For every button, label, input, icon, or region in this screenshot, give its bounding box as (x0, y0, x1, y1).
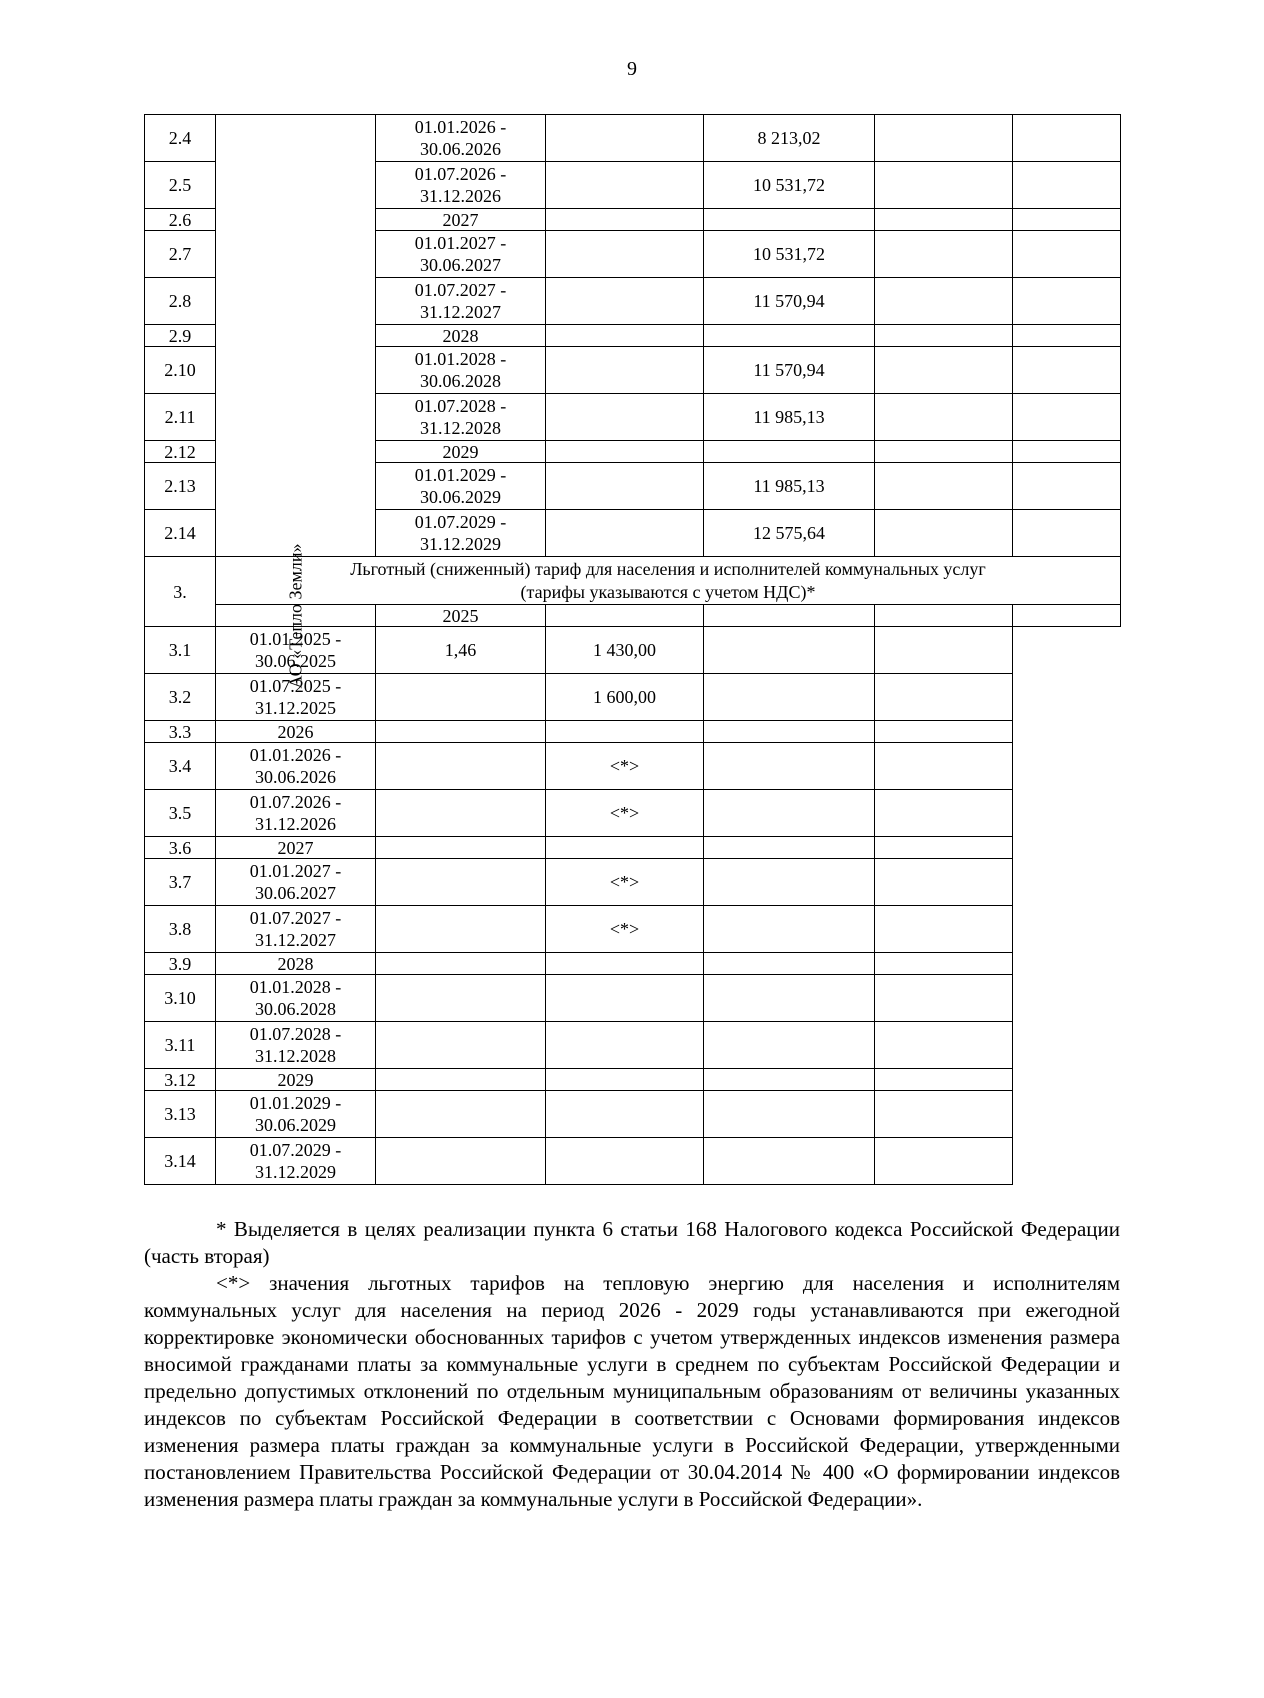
section-3-title-line2: (тарифы указываются с учетом НДС)* (520, 581, 816, 602)
rate-cell-1 (546, 510, 704, 557)
period-cell (216, 859, 376, 906)
rate-cell-2: 11 985,13 (704, 463, 875, 510)
row-number: 3.2 (145, 674, 216, 721)
empty-cell (1013, 325, 1121, 347)
year-cell: 2029 (216, 1069, 376, 1091)
rate-cell-1 (376, 721, 546, 743)
rate-cell-2: 11 570,94 (704, 347, 875, 394)
empty-cell (1013, 394, 1121, 441)
empty-cell (875, 1069, 1013, 1091)
empty-cell (1013, 115, 1121, 162)
table-part-2 (145, 115, 1121, 557)
period-cell (376, 278, 546, 325)
period-start: 01.01.2029 - (249, 1093, 342, 1113)
organization-name: АО «Тепло Земли» (285, 542, 306, 689)
row-number: 3.6 (145, 837, 216, 859)
rate-cell-2 (546, 975, 704, 1022)
row-number: 3.1 (145, 627, 216, 674)
period-cell (216, 1022, 376, 1069)
rate-cell-1 (376, 859, 546, 906)
row-number: 2.7 (145, 231, 216, 278)
empty-cell (875, 1022, 1013, 1069)
empty-cell (875, 605, 1013, 627)
empty-cell (875, 627, 1013, 674)
period-start: 01.01.2027 - (414, 233, 507, 253)
rate-cell-2: 10 531,72 (704, 231, 875, 278)
empty-cell (875, 975, 1013, 1022)
empty-cell (704, 790, 875, 837)
row-number: 2.11 (145, 394, 216, 441)
period-cell (376, 510, 546, 557)
rate-cell-1 (546, 463, 704, 510)
rate-cell-2: 8 213,02 (704, 115, 875, 162)
period-cell (216, 975, 376, 1022)
empty-cell (875, 209, 1013, 231)
row-number: 2.10 (145, 347, 216, 394)
rate-cell-2: 12 575,64 (704, 510, 875, 557)
rate-cell-1 (546, 394, 704, 441)
row-number: 3.5 (145, 790, 216, 837)
table-row (145, 1069, 1121, 1091)
table-row (145, 1091, 1121, 1138)
period-start: 01.07.2026 - (414, 164, 507, 184)
rate-cell-2: 11 985,13 (704, 394, 875, 441)
period-start: 01.01.2028 - (414, 349, 507, 369)
empty-cell (704, 1069, 875, 1091)
empty-cell (1013, 278, 1121, 325)
period-end: 31.12.2028 (255, 1046, 336, 1066)
period-start: 01.07.2029 - (414, 512, 507, 532)
period-end: 30.06.2027 (255, 883, 336, 903)
rate-cell-2: 1 600,00 (546, 674, 704, 721)
rate-cell-1 (376, 1091, 546, 1138)
rate-cell-2 (546, 1138, 704, 1185)
period-start: 01.01.2025 - (249, 629, 342, 649)
empty-cell (875, 859, 1013, 906)
empty-cell (1013, 209, 1121, 231)
empty-cell (704, 1091, 875, 1138)
empty-cell (875, 325, 1013, 347)
rate-cell-2: <*> (546, 859, 704, 906)
row-number: 2.14 (145, 510, 216, 557)
period-cell (216, 743, 376, 790)
year-cell: 2028 (216, 953, 376, 975)
rate-cell-1 (376, 674, 546, 721)
row-number: 2.13 (145, 463, 216, 510)
period-cell (376, 115, 546, 162)
period-start: 01.07.2025 - (249, 676, 342, 696)
year-cell: 2026 (216, 721, 376, 743)
table-row (145, 1138, 1121, 1185)
period-cell (216, 906, 376, 953)
rate-cell-2 (546, 837, 704, 859)
empty-cell (875, 278, 1013, 325)
row-number: 2.4 (145, 115, 216, 162)
table-row (145, 721, 1121, 743)
period-end: 30.06.2029 (255, 1115, 336, 1135)
rate-cell-2 (704, 209, 875, 231)
period-start: 01.07.2026 - (249, 792, 342, 812)
rate-cell-1 (376, 953, 546, 975)
empty-cell (875, 906, 1013, 953)
period-start: 01.07.2027 - (414, 280, 507, 300)
rate-cell-2 (546, 1069, 704, 1091)
year-cell: 2027 (216, 837, 376, 859)
empty-cell (1013, 162, 1121, 209)
rate-cell-1 (546, 441, 704, 463)
year-cell: 2025 (376, 605, 546, 627)
row-number: 3.8 (145, 906, 216, 953)
empty-cell (875, 162, 1013, 209)
empty-cell (875, 463, 1013, 510)
period-start: 01.07.2028 - (414, 396, 507, 416)
rate-cell-1 (546, 209, 704, 231)
period-start: 01.01.2029 - (414, 465, 507, 485)
period-end: 31.12.2027 (255, 930, 336, 950)
rate-cell-1 (376, 1022, 546, 1069)
rate-cell-1 (546, 347, 704, 394)
rate-cell-2: 11 570,94 (704, 278, 875, 325)
empty-cell (1013, 463, 1121, 510)
rate-cell-1 (376, 975, 546, 1022)
year-cell: 2028 (376, 325, 546, 347)
table-row (145, 115, 1121, 162)
period-cell (376, 162, 546, 209)
table-row (145, 859, 1121, 906)
row-number: 3.13 (145, 1091, 216, 1138)
period-cell (216, 1091, 376, 1138)
period-end: 30.06.2026 (420, 139, 501, 159)
empty-cell (875, 1138, 1013, 1185)
empty-cell (704, 721, 875, 743)
empty-cell (875, 115, 1013, 162)
rate-cell-1 (546, 231, 704, 278)
period-end: 31.12.2026 (420, 186, 501, 206)
period-start: 01.07.2027 - (249, 908, 342, 928)
rate-cell-2: <*> (546, 743, 704, 790)
empty-cell (704, 627, 875, 674)
rate-cell-1 (546, 162, 704, 209)
rate-cell-2 (546, 953, 704, 975)
rate-cell-2 (704, 325, 875, 347)
empty-cell (704, 906, 875, 953)
period-cell (376, 394, 546, 441)
rate-cell-1 (376, 743, 546, 790)
row-number: 3.11 (145, 1022, 216, 1069)
empty-cell (704, 1138, 875, 1185)
empty-cell (875, 790, 1013, 837)
empty-cell (875, 347, 1013, 394)
table-part-3 (145, 627, 1121, 1185)
table-row (145, 790, 1121, 837)
rate-cell-2 (704, 441, 875, 463)
row-number: 3.3 (145, 721, 216, 743)
rate-cell-1 (546, 278, 704, 325)
period-end: 30.06.2028 (420, 371, 501, 391)
rate-cell-1 (546, 115, 704, 162)
table-row (145, 1022, 1121, 1069)
empty-cell (704, 975, 875, 1022)
empty-cell (704, 743, 875, 790)
empty-cell (875, 394, 1013, 441)
rate-cell-2 (546, 721, 704, 743)
period-end: 30.06.2025 (255, 651, 336, 671)
period-end: 31.12.2025 (255, 698, 336, 718)
period-cell (376, 463, 546, 510)
period-cell (216, 790, 376, 837)
period-start: 01.01.2026 - (414, 117, 507, 137)
empty-cell (1013, 605, 1121, 627)
footnote-star: * Выделяется в целях реализации пункта 6 статьи 168 Налогового кодекса Российской Федерации (часть вторая) (144, 1217, 1120, 1268)
rate-cell-2: 1 430,00 (546, 627, 704, 674)
empty-cell (704, 674, 875, 721)
period-end: 30.06.2027 (420, 255, 501, 275)
rate-cell-2: 10 531,72 (704, 162, 875, 209)
rate-cell-2: <*> (546, 906, 704, 953)
empty-cell (704, 837, 875, 859)
period-end: 31.12.2027 (420, 302, 501, 322)
period-end: 31.12.2026 (255, 814, 336, 834)
table-row (145, 975, 1121, 1022)
period-end: 31.12.2029 (255, 1162, 336, 1182)
rate-cell-1 (546, 325, 704, 347)
period-start: 01.07.2028 - (249, 1024, 342, 1044)
row-number: 3.14 (145, 1138, 216, 1185)
period-start: 01.07.2029 - (249, 1140, 342, 1160)
period-cell (376, 347, 546, 394)
table-row (145, 743, 1121, 790)
rate-cell-1 (376, 906, 546, 953)
rate-cell-1 (376, 1069, 546, 1091)
row-number: 2.6 (145, 209, 216, 231)
footnote-angle: <*> значения льготных тарифов на тепловую энергию для населения и исполнителям коммунальных услуг для населения на период 2026 - 2029 годы устанавливаются при ежегодной корректировке экономически обоснованных тарифов с учетом утвержденных индексов изменения размера вносимой гражданами платы за коммунальные услуги в среднем по субъектам Российской Федерации и предельно допустимых отклонений по отдельным муниципальным образованиям от величины указанных индексов по субъектам Российской Федерации в соответствии с Основами формирования индексов изменения размера платы граждан за коммунальные услуги в Российской Федерации, утвержденными постановлением Правительства Российской Федерации от 30.04.2014 № 400 «О формировании индексов изменения размера платы граждан за коммунальные услуги в Российской Федерации». (144, 1271, 1120, 1511)
empty-cell (704, 605, 875, 627)
table-row (145, 953, 1121, 975)
empty-cell (546, 605, 704, 627)
empty-cell (704, 1022, 875, 1069)
page-number: 9 (627, 58, 637, 80)
section-3-title (216, 557, 1121, 605)
empty-cell (1013, 231, 1121, 278)
row-number: 3.12 (145, 1069, 216, 1091)
table-row (145, 837, 1121, 859)
row-number: 2.5 (145, 162, 216, 209)
tariff-table (144, 114, 1121, 1185)
row-number: 2.12 (145, 441, 216, 463)
period-end: 31.12.2028 (420, 418, 501, 438)
year-cell: 2029 (376, 441, 546, 463)
period-start: 01.01.2027 - (249, 861, 342, 881)
rate-cell-1 (376, 837, 546, 859)
year-cell: 2027 (376, 209, 546, 231)
empty-cell (875, 231, 1013, 278)
period-end: 30.06.2029 (420, 487, 501, 507)
empty-cell (875, 721, 1013, 743)
empty-cell (1013, 347, 1121, 394)
rate-cell-1: 1,46 (376, 627, 546, 674)
empty-cell (1013, 441, 1121, 463)
empty-cell (704, 953, 875, 975)
row-number: 3.9 (145, 953, 216, 975)
empty-cell (704, 859, 875, 906)
period-end: 31.12.2029 (420, 534, 501, 554)
empty-cell (1013, 510, 1121, 557)
section-3-title-line1: Льготный (сниженный) тариф для населения и исполнителей коммунальных услуг (350, 558, 986, 579)
rate-cell-2 (546, 1091, 704, 1138)
rate-cell-2 (546, 1022, 704, 1069)
table-row (145, 906, 1121, 953)
rate-cell-1 (376, 1138, 546, 1185)
rate-cell-2: <*> (546, 790, 704, 837)
empty-cell (875, 441, 1013, 463)
row-number: 2.9 (145, 325, 216, 347)
period-end: 30.06.2026 (255, 767, 336, 787)
period-end: 30.06.2028 (255, 999, 336, 1019)
row-number: 3.7 (145, 859, 216, 906)
organization-cell (216, 115, 376, 557)
empty-cell (875, 1091, 1013, 1138)
row-number: 3.4 (145, 743, 216, 790)
empty-cell (875, 953, 1013, 975)
row-number: 3.10 (145, 975, 216, 1022)
empty-cell (875, 837, 1013, 859)
period-start: 01.01.2026 - (249, 745, 342, 765)
row-number: 2.8 (145, 278, 216, 325)
period-cell (376, 231, 546, 278)
footnotes (144, 1216, 1120, 1513)
period-start: 01.01.2028 - (249, 977, 342, 997)
empty-cell (875, 743, 1013, 790)
empty-cell (875, 510, 1013, 557)
section-3-number: 3. (145, 557, 216, 627)
period-cell (216, 1138, 376, 1185)
rate-cell-1 (376, 790, 546, 837)
empty-cell (875, 674, 1013, 721)
